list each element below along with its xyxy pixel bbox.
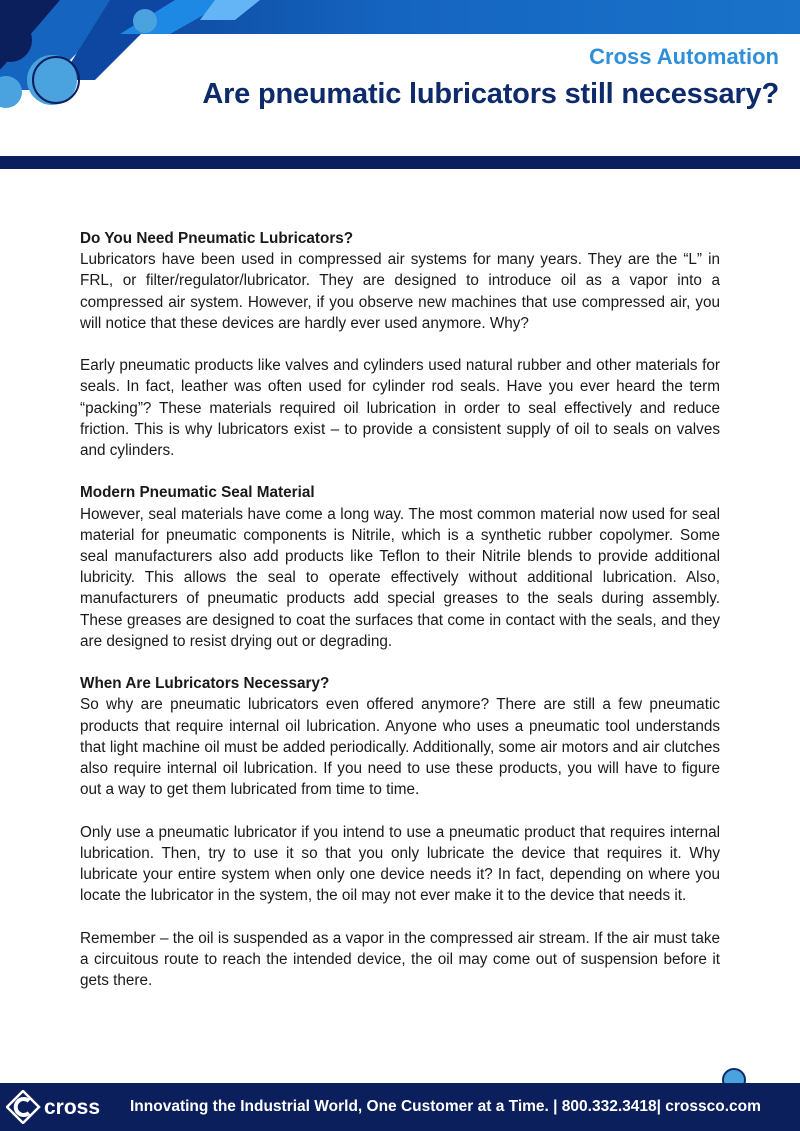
cross-logo[interactable]: [6, 1090, 124, 1124]
brand-name: Cross Automation: [589, 44, 779, 69]
footer: [0, 1083, 800, 1131]
paragraph: Lubricators have been used in compressed air systems for many years. They are the “L” in FRL, or filter/regulator/lubricator. They are designed to introduce oil as a vapor into a compressed air system. However, if you observe new machines that use compressed air, you will notice that these devices are hardly ever used anymore. Why?: [80, 251, 720, 332]
article-body: [80, 228, 720, 1012]
header-divider-band: [0, 156, 800, 169]
paragraph: So why are pneumatic lubricators even offered anymore? There are still a few pneumatic products that require internal oil lubrication. Anyone who uses a pneumatic tool understands that light machine oil must be added periodically. Additionally, some air motors and air clutches also require internal oil lubrication. If you need to use these products, you will have to figure out a way to get them lubricated from time to time.: [80, 696, 720, 799]
header-circle-small: [133, 9, 157, 33]
section-heading: Do You Need Pneumatic Lubricators?: [80, 230, 354, 247]
paragraph: Only use a pneumatic lubricator if you intend to use a pneumatic product that requires internal lubrication. Then, try to use it so that you only lubricate the device that requires it. Why lubricate your entire system when only one device needs it? In fact, depending on where you locate the lubricator in the system, the oil may not ever make it to the device that needs it.: [80, 823, 720, 905]
paragraph: Remember – the oil is suspended as a vapor in the compressed air stream. If the air must take a circuitous route to reach the intended device, the oil may come out of suspension before it gets there.: [80, 929, 720, 990]
paragraph: However, seal materials have come a long way. The most common material now used for seal material for pneumatic components is Nitrile, which is a synthetic rubber copolymer. Some seal manufacturers also add products like Teflon to their Nitrile blends to provide additional lubricity. This allows the seal to operate effectively without additional lubrication. Also, manufacturers of pneumatic products add special greases to the seals during assembly. These greases are designed to coat the surfaces that come in contact with the seals, and they are designed to resist drying out or degrading.: [80, 505, 720, 650]
cross-c-logo-icon: [7, 1091, 39, 1123]
footer-tagline: Innovating the Industrial World, One Customer at a Time. | 800.332.3418| crossco.com: [130, 1098, 761, 1115]
page-title: Are pneumatic lubricators still necessary?: [202, 78, 779, 110]
section-heading: When Are Lubricators Necessary?: [80, 675, 330, 693]
logo-wordmark: cross: [44, 1096, 101, 1119]
section-when-necessary: [80, 673, 720, 991]
section-modern-seal-material: [80, 482, 720, 652]
paragraph: Early pneumatic products like valves and cylinders used natural rubber and other materials for seals. In fact, leather was often used for cylinder rod seals. Have you ever heard the term “packing”? These materials required oil lubrication in order to seal effectively and reduce friction. This is why lubricators exist – to provide a consistent supply of oil to seals on valves and cylinders.: [80, 357, 720, 460]
section-heading: Modern Pneumatic Seal Material: [80, 484, 315, 502]
section-need-lubricators: [80, 228, 720, 461]
